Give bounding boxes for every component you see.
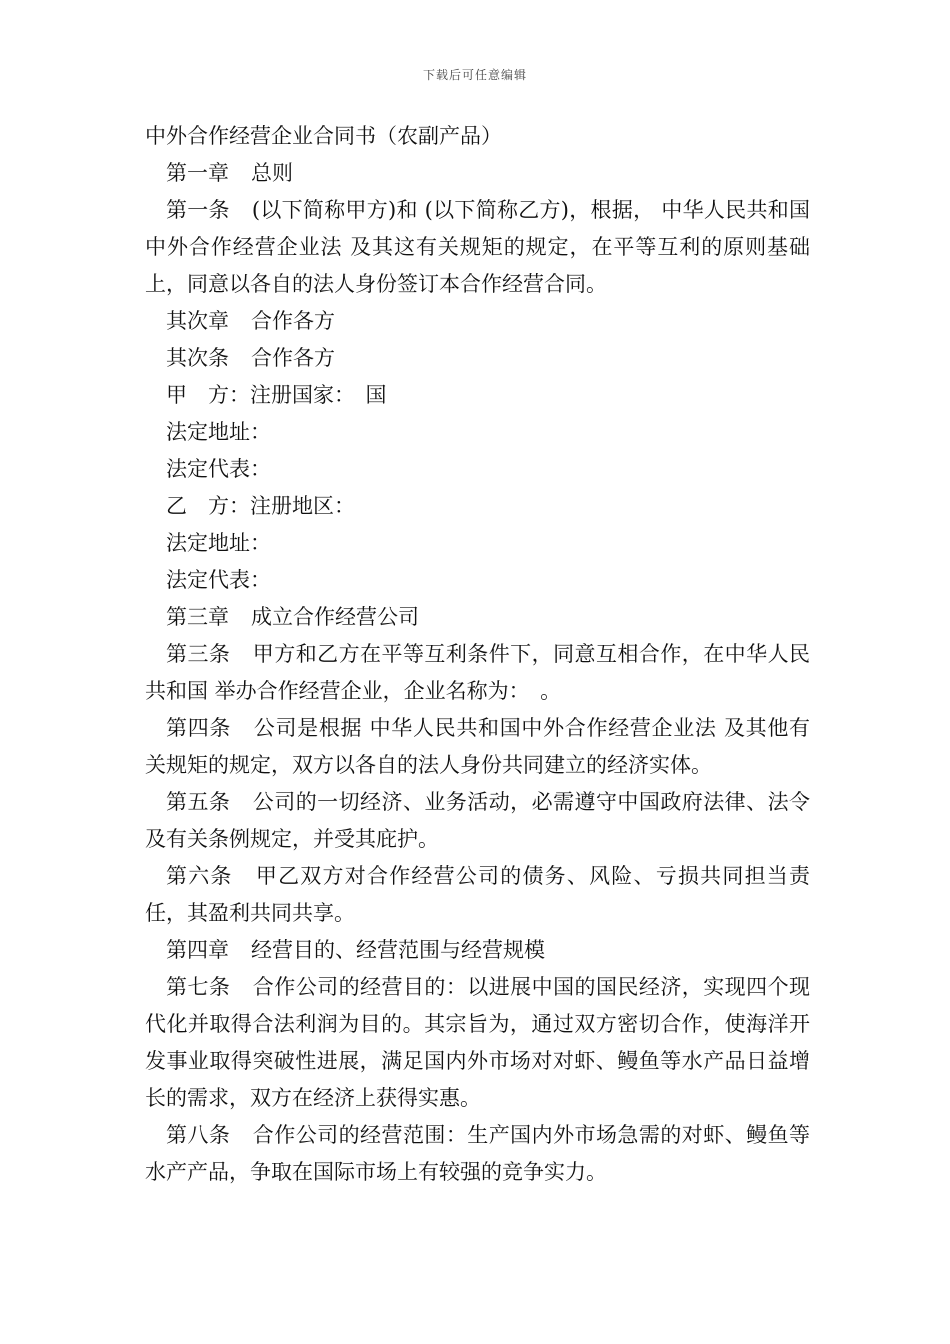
party-a-line	[145, 377, 810, 414]
article-7	[145, 969, 810, 1117]
article-5	[145, 784, 810, 858]
line-label: 第一章	[166, 161, 229, 185]
line-label: 第八条	[166, 1123, 231, 1147]
document-title: 中外合作经营企业合同书（农副产品）	[145, 124, 502, 148]
line-text: 注册国家： 国	[250, 383, 387, 407]
line-text: 合作各方	[251, 309, 335, 333]
article-2	[145, 340, 810, 377]
party-b-address	[145, 525, 810, 562]
line-label: 法定地址：	[166, 420, 271, 444]
line-text: 成立合作经营公司	[251, 605, 419, 629]
line-label: 法定代表：	[166, 457, 271, 481]
line-text: 公司的一切经济、业务活动，必需遵守中国政府法律、法令及有关条例规定，并受其庇护。	[145, 790, 811, 851]
line-label: 法定地址：	[166, 531, 271, 555]
line-label: 乙 方：	[166, 494, 250, 518]
line-label: 第三条	[166, 642, 231, 666]
chapter-2-heading	[145, 303, 810, 340]
line-text: (以下简称甲方)和 (以下简称乙方)，根据， 中华人民共和国中外合作经营企业法 及其这有关规矩的规定，在平等互利的原则基础上，同意以各自的法人身份签订本合作经营合同。	[145, 198, 811, 296]
line-text: 甲方和乙方在平等互利条件下，同意互相合作，在中华人民共和国 举办合作经营企业，企业名称为： 。	[145, 642, 811, 703]
party-b-representative	[145, 562, 810, 599]
party-a-address	[145, 414, 810, 451]
chapter-3-heading	[145, 599, 810, 636]
header-note: 下载后可任意编辑	[422, 68, 527, 82]
document-body	[145, 118, 810, 1191]
party-a-representative	[145, 451, 810, 488]
line-label: 第五条	[166, 790, 231, 814]
line-text: 经营目的、经营范围与经营规模	[251, 938, 545, 962]
line-label: 第六条	[166, 864, 233, 888]
line-label: 第四章	[166, 938, 229, 962]
line-label: 其次条	[166, 346, 229, 370]
article-1	[145, 192, 810, 303]
article-8	[145, 1117, 810, 1191]
line-label: 第四条	[166, 716, 232, 740]
line-label: 第七条	[166, 975, 231, 999]
article-4	[145, 710, 810, 784]
article-6	[145, 858, 810, 932]
line-text: 合作公司的经营范围：生产国内外市场急需的对虾、鳗鱼等水产产品，争取在国际市场上有较强的竞争实力。	[145, 1123, 811, 1184]
line-text: 甲乙双方对合作经营公司的债务、风险、亏损共同担当责任，其盈利共同共享。	[145, 864, 811, 925]
line-text: 公司是根据 中华人民共和国中外合作经营企业法 及其他有关规矩的规定，双方以各自的法人身份共同建立的经济实体。	[145, 716, 811, 777]
line-text: 注册地区：	[250, 494, 355, 518]
article-3	[145, 636, 810, 710]
party-b-line	[145, 488, 810, 525]
line-label: 法定代表：	[166, 568, 271, 592]
line-text: 合作公司的经营目的：以进展中国的国民经济，实现四个现代化并取得合法利润为目的。其宗旨为，通过双方密切合作，使海洋开发事业取得突破性进展，满足国内外市场对对虾、鳗鱼等水产品日益增长的需求，双方在经济上获得实惠。	[145, 975, 811, 1110]
chapter-1-heading	[145, 155, 810, 192]
chapter-4-heading	[145, 932, 810, 969]
line-label: 甲 方：	[166, 383, 250, 407]
line-text: 合作各方	[251, 346, 335, 370]
line-text: 总则	[251, 161, 293, 185]
line-label: 第三章	[166, 605, 229, 629]
line-label: 其次章	[166, 309, 229, 333]
line-label: 第一条	[166, 198, 230, 222]
